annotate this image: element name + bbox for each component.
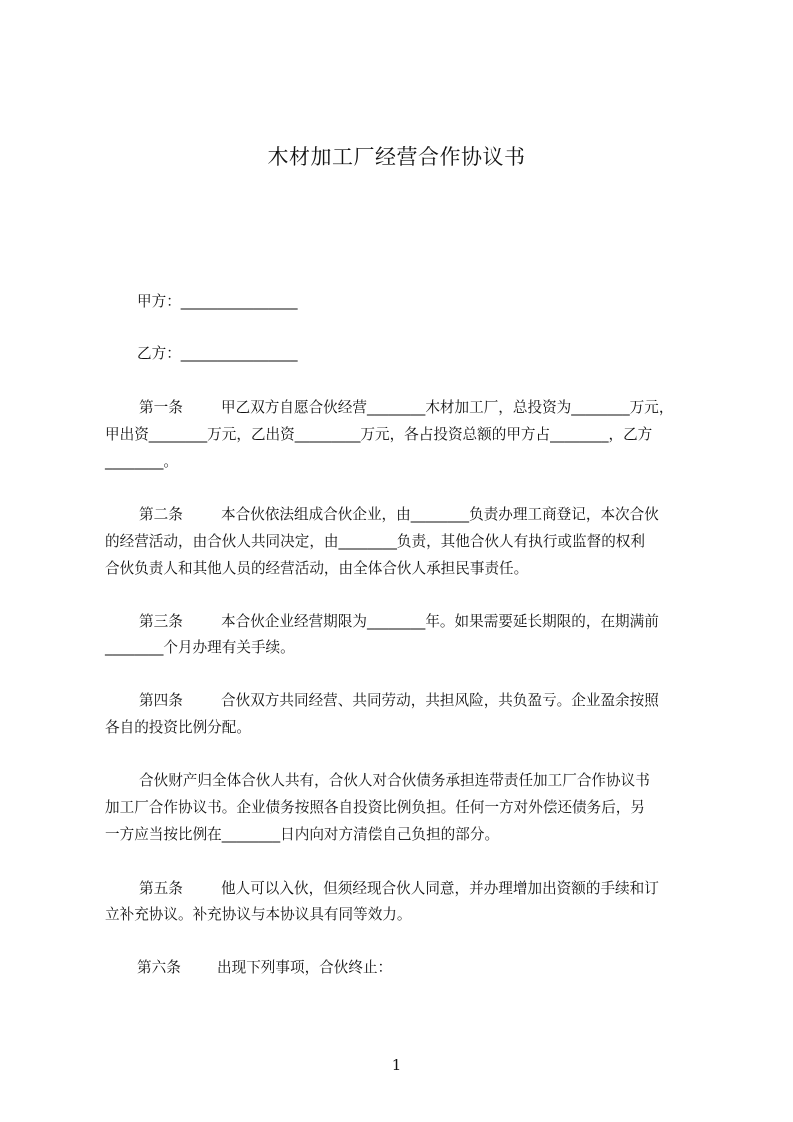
property-line-3: 一方应当按比例在________日内向对方清偿自己负担的部分。 — [105, 826, 500, 843]
article-2-number: 第二条 — [139, 506, 183, 523]
page-number: 1 — [391, 1056, 402, 1074]
article-4-line-2: 各自的投资比例分配。 — [105, 719, 251, 736]
property-line-1: 合伙财产归全体合伙人共有，合伙人对合伙债务承担连带责任加工厂合作协议书 — [139, 772, 650, 789]
property-line-2: 加工厂合作协议书。企业债务按照各自投资比例负担。任何一方对外偿还债务后，另 — [105, 799, 645, 816]
article-2-line-2: 的经营活动，由合伙人共同决定，由________负责，其他合伙人有执行或监督的权利 — [105, 533, 645, 550]
article-1-line-2: 甲出资________万元，乙出资_________万元，各占投资总额的甲方占________，乙方 — [105, 426, 653, 443]
article-1-line-3: ________。 — [105, 453, 178, 470]
article-6-line-1: 出现下列事项，合伙终止： — [217, 959, 393, 976]
article-3-line-2: ________个月办理有关手续。 — [105, 639, 295, 656]
document-title: 木材加工厂经营合作协议书 — [267, 145, 526, 169]
article-4-line-1: 合伙双方共同经营、共同劳动，共担风险，共负盈亏。企业盈余按照 — [221, 692, 659, 709]
article-3-number: 第三条 — [139, 613, 183, 630]
article-1-line-1: 甲乙双方自愿合伙经营________木材加工厂，总投资为________万元， — [221, 399, 674, 416]
article-5-line-2: 立补充协议。补充协议与本协议具有同等效力。 — [105, 906, 412, 923]
article-6-number: 第六条 — [137, 959, 181, 976]
article-5-number: 第五条 — [139, 880, 183, 897]
article-1-number: 第一条 — [139, 399, 183, 416]
article-2-line-1: 本合伙依法组成合伙企业，由________负责办理工商登记，本次合伙 — [221, 506, 659, 523]
article-3-line-1: 本合伙企业经营期限为________年。如果需要延长期限的，在期满前 — [221, 613, 659, 630]
article-4-number: 第四条 — [139, 692, 183, 709]
article-5-line-1: 他人可以入伙，但须经现合伙人同意，并办理增加出资额的手续和订 — [221, 880, 659, 897]
party-a-line: 甲方：________________ — [137, 293, 298, 310]
article-2-line-3: 合伙负责人和其他人员的经营活动，由全体合伙人承担民事责任。 — [105, 560, 529, 577]
party-b-line: 乙方：________________ — [137, 345, 298, 362]
